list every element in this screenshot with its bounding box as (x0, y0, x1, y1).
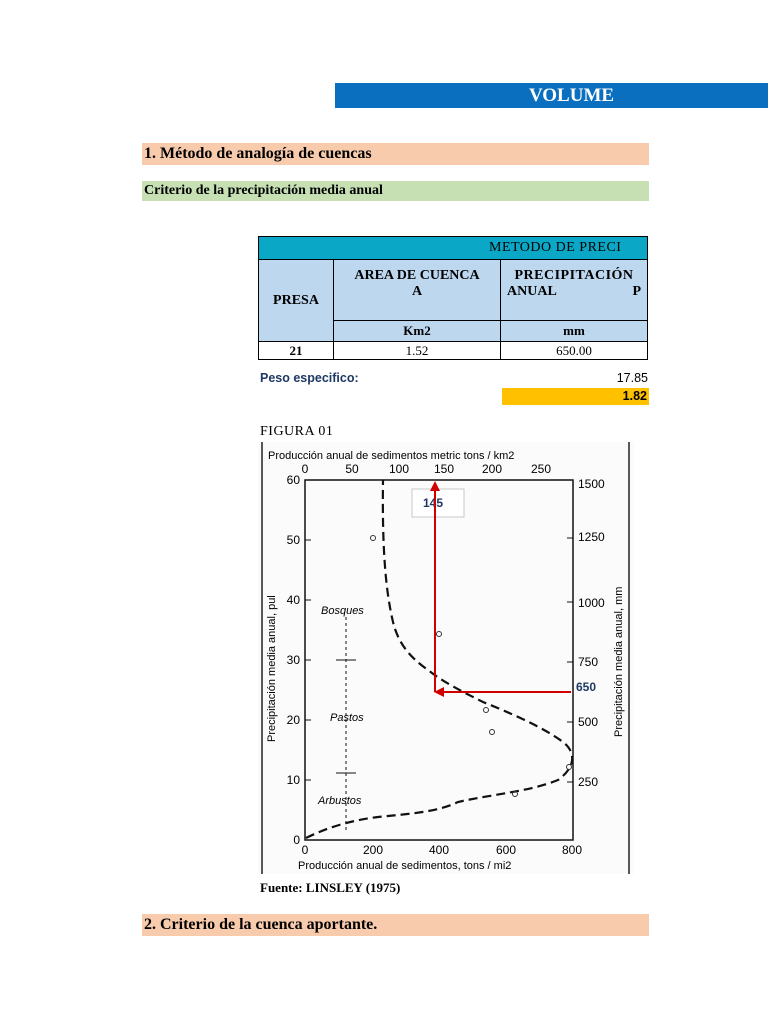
col-precip-line1: PRECIPITACIÓN (514, 268, 634, 283)
top-axis-label: Producción anual de sedimentos metric tons / km2 (268, 450, 515, 462)
bottom-tick: 0 (301, 843, 309, 857)
cell-precip: 650.00 (501, 342, 648, 360)
marker-top-label: 145 (423, 496, 444, 510)
col-area-line1: AREA DE CUENCA (354, 268, 480, 283)
top-tick: 150 (433, 462, 455, 476)
section-title-2: 2. Criterio de la cuenca aportante. (142, 914, 649, 936)
right-tick: 750 (578, 655, 599, 669)
volume-banner: VOLUME (335, 83, 768, 108)
right-axis-label: Precipitación media anual, mm (613, 586, 625, 737)
col-precip-symbol: P (632, 284, 641, 299)
top-tick: 100 (388, 462, 410, 476)
left-tick: 40 (286, 593, 300, 607)
peso-label: Peso especifico: (260, 371, 359, 385)
unit-area: Km2 (334, 321, 501, 342)
bottom-tick: 200 (362, 843, 384, 857)
table-header: METODO DE PRECI (259, 237, 648, 260)
left-tick: 50 (286, 533, 300, 547)
col-precip-line2 (501, 284, 647, 300)
left-tick: 10 (286, 773, 300, 787)
right-tick: 1500 (578, 477, 605, 491)
top-tick: 50 (345, 462, 359, 476)
zone-label: Bosques (321, 605, 364, 617)
top-tick: 250 (530, 462, 552, 476)
right-tick: 1000 (578, 596, 605, 610)
right-tick: 1250 (578, 530, 605, 544)
left-tick: 0 (293, 833, 300, 847)
top-tick: 0 (301, 462, 309, 476)
col-precip (501, 260, 648, 321)
bottom-axis-label: Producción anual de sedimentos, tons / mi2 (298, 860, 512, 872)
unit-precip: mm (501, 321, 648, 342)
zone-label: Arbustos (318, 795, 362, 807)
left-tick: 20 (286, 713, 300, 727)
top-tick: 200 (481, 462, 503, 476)
cell-area: 1.52 (334, 342, 501, 360)
right-tick: 250 (578, 775, 599, 789)
col-area-line2: A (411, 284, 423, 299)
peso-highlight: 1.82 (502, 388, 649, 405)
peso-value: 17.85 (616, 371, 648, 385)
bottom-tick: 400 (428, 843, 450, 857)
sediment-figure (258, 442, 634, 874)
col-precip-word: ANUAL (507, 284, 557, 299)
section-title-1: 1. Método de analogía de cuencas (142, 143, 649, 165)
cell-presa: 21 (259, 342, 334, 360)
right-tick: 500 (578, 715, 599, 729)
col-area (334, 260, 501, 321)
figure-title: FIGURA 01 (260, 424, 334, 439)
figure-source: Fuente: LINSLEY (1975) (260, 880, 401, 895)
marker-right-label: 650 (576, 680, 597, 694)
left-tick: 60 (286, 473, 300, 487)
subsection-title: Criterio de la precipitación media anual (142, 181, 649, 201)
zone-label: Pastos (330, 712, 364, 724)
left-axis-label: Precipitación media anual, pul (266, 595, 278, 742)
left-tick: 30 (286, 653, 300, 667)
col-presa: PRESA (259, 260, 334, 342)
bottom-tick: 600 (495, 843, 517, 857)
bottom-tick: 800 (561, 843, 583, 857)
precipitation-table (258, 236, 648, 360)
